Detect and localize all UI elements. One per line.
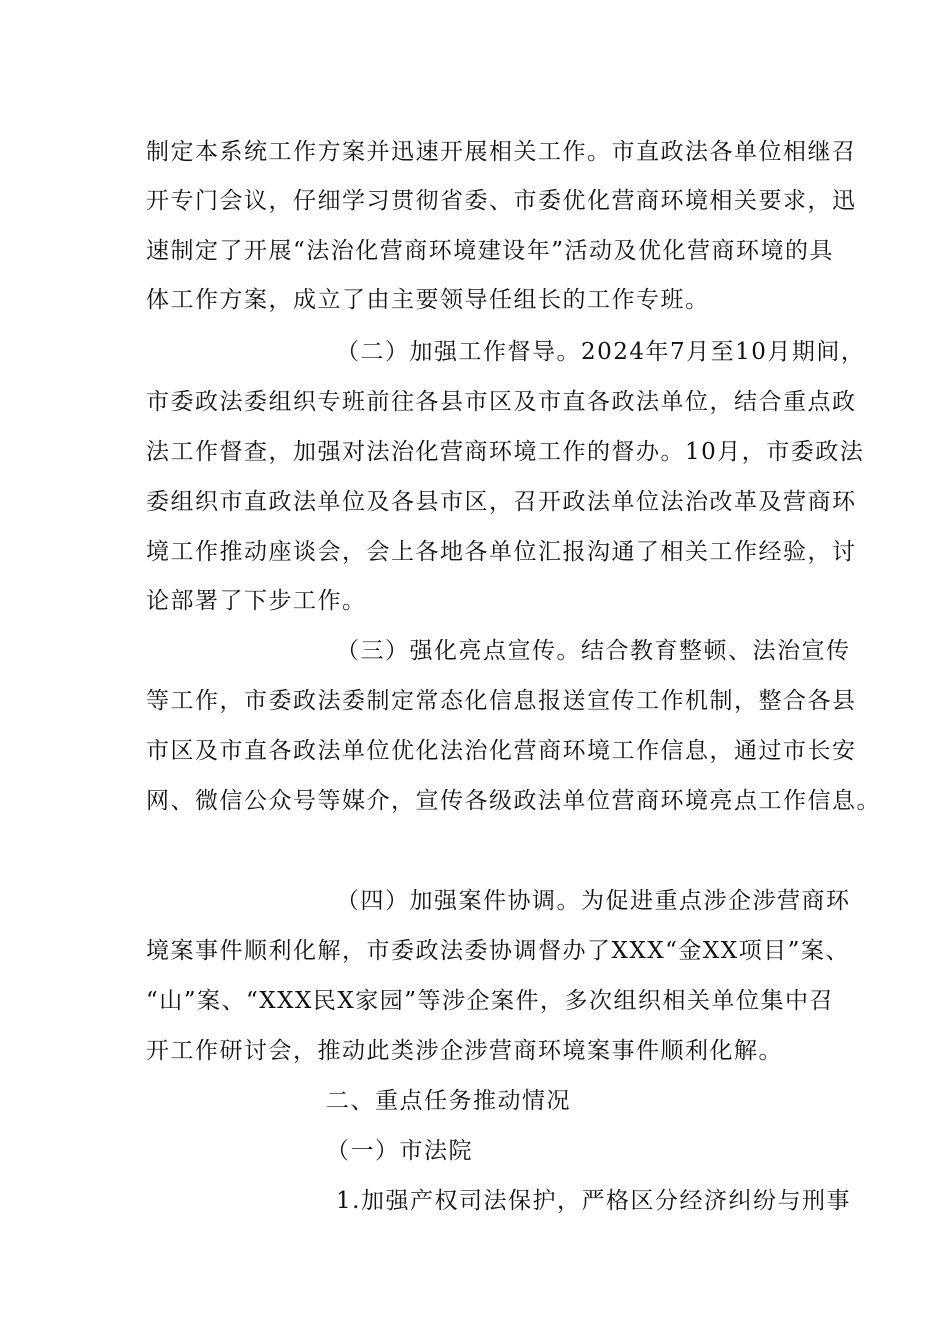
paragraph-line: 市区及市直各政法单位优化法治化营商环境工作信息，通过市长安	[146, 738, 857, 764]
paragraph-line: 网、微信公众号等媒介，宣传各级政法单位营商环境亮点工作信息。	[146, 788, 881, 814]
paragraph-line: 开专门会议，仔细学习贯彻省委、市委优化营商环境相关要求，迅	[146, 188, 857, 214]
paragraph-line: 市委政法委组织专班前往各县市区及市直各政法单位，结合重点政	[146, 389, 857, 415]
paragraph-line: 体工作方案，成立了由主要领导任组长的工作专班。	[146, 287, 710, 313]
section-heading-2: （二）加强工作督导。2024年7月至10月期间，	[336, 339, 866, 365]
paragraph-line: 等工作，市委政法委制定常态化信息报送宣传工作机制，整合各县	[146, 688, 857, 714]
section-title-2: 二、重点任务推动情况	[326, 1088, 571, 1114]
section-heading-4: （四）加强案件协调。为促进重点涉企涉营商环	[336, 888, 851, 914]
list-item-1: 1.加强产权司法保护，严格区分经济纠纷与刑事	[336, 1188, 851, 1214]
paragraph-line: 境案事件顺利化解，市委政法委协调督办了XXX“金XX项目”案、	[146, 938, 850, 964]
paragraph-line: 境工作推动座谈会，会上各地各单位汇报沟通了相关工作经验，讨	[146, 539, 857, 565]
paragraph-line: 论部署了下步工作。	[146, 588, 367, 614]
paragraph-line: 速制定了开展“法治化营商环境建设年”活动及优化营商环境的具	[146, 238, 835, 264]
paragraph-line: 制定本系统工作方案并迅速开展相关工作。市直政法各单位相继召	[146, 139, 857, 165]
paragraph-line: 委组织市直政法单位及各县市区，召开政法单位法治改革及营商环	[146, 489, 857, 515]
subsection-title-court: （一）市法院	[326, 1138, 473, 1164]
section-heading-3: （三）强化亮点宣传。结合教育整顿、法治宣传	[336, 638, 851, 664]
paragraph-line: 开工作研讨会，推动此类涉企涉营商环境案事件顺利化解。	[146, 1038, 783, 1064]
paragraph-line: “山”案、“XXX民X家园”等涉企案件，多次组织相关单位集中召	[146, 988, 835, 1014]
paragraph-line: 法工作督查，加强对法治化营商环境工作的督办。10月，市委政法	[146, 439, 865, 465]
